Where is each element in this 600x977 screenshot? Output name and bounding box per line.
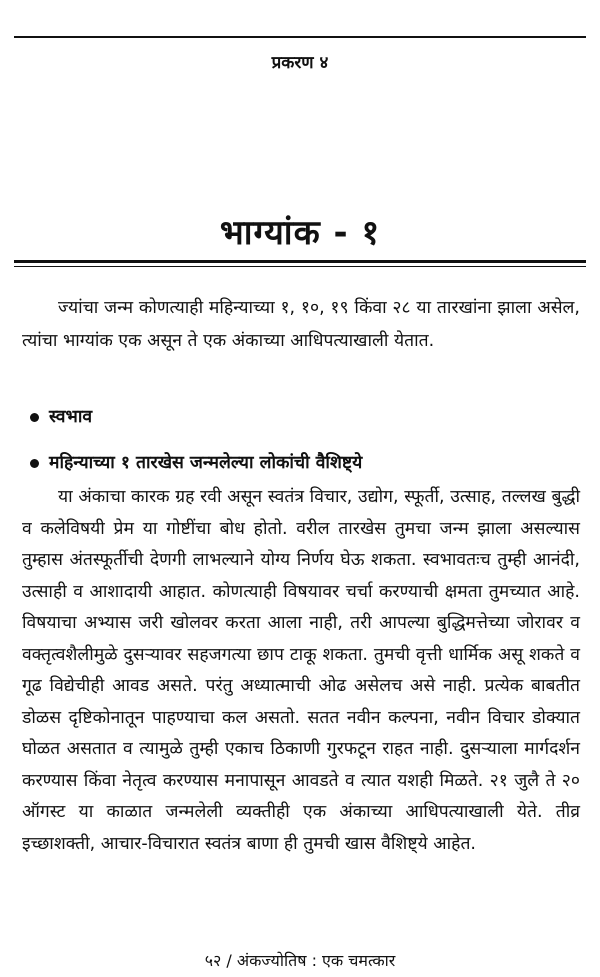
bullet-item (30, 450, 362, 474)
bullet-text: स्वभाव (49, 407, 93, 427)
title-rule-thick (14, 260, 586, 263)
title-rule-thin (14, 266, 586, 267)
chapter-title: भाग्यांक - १ (219, 213, 381, 253)
bullet-item (30, 404, 92, 428)
body-paragraph: या अंकाचा कारक ग्रह रवी असून स्वतंत्र विचार, उद्योग, स्फूर्ती, उत्साह, तल्लख बुद्धी व कलेविषयी प्रेम या गोष्टींचा बोध होतो. वरील तारखेस तुमचा जन्म झाला असल्यास तुम्हास अंतस्फूर्तीची देणगी लाभल्याने योग्य निर्णय घेऊ शकता. स्वभावतःच तुम्ही आनंदी, उत्साही व आशादायी आहात. कोणत्याही विषयावर चर्चा करण्याची क्षमता तुमच्यात आहे. विषयाचा अभ्यास जरी खोलवर करता आला नाही, तरी आपल्या बुद्धिमत्तेच्या जोरावर व वक्तृत्वशैलीमुळे दुसऱ्यावर सहजगत्या छाप टाकू शकता. तुमची वृत्ती धार्मिक असू शकते व गूढ विद्येचीही आवड असते. परंतु अध्यात्माची ओढ असेलच असे नाही. प्रत्येक बाबतीत डोळस दृष्टिकोनातून पाहण्याचा कल असतो. सतत नवीन कल्पना, नवीन विचार डोक्यात घोळत असतात व त्यामुळे तुम्ही एकाच ठिकाणी गुरफटून राहत नाही. दुसऱ्याला मार्गदर्शन करण्यास किंवा नेतृत्व करण्यास मनापासून आवडते व त्यात यशही मिळते. २१ जुलै ते २० ऑगस्ट या काळात जन्मलेली व्यक्तीही एक अंकाच्या आधिपत्याखाली येते. तीव्र इच्छाशक्ती, आचार-विचारात स्वतंत्र बाणा ही तुमची खास वैशिष्ट्ये आहेत. (22, 487, 580, 854)
intro-paragraph: ज्यांचा जन्म कोणत्याही महिन्याच्या १, १०, १९ किंवा २८ या तारखांना झाला असेल, त्यांचा भाग्यांक एक असून ते एक अंकाच्या आधिपत्याखाली येतात. (22, 298, 580, 351)
bullet-dot-icon (30, 459, 39, 468)
page-footer: ५२ / अंकज्योतिष : एक चमत्कार (204, 951, 396, 970)
chapter-label: प्रकरण ४ (271, 53, 329, 73)
bullet-dot-icon (30, 413, 39, 422)
bullet-text: महिन्याच्या १ तारखेस जन्मलेल्या लोकांची वैशिष्ट्ये (49, 453, 363, 473)
top-rule (14, 36, 586, 38)
